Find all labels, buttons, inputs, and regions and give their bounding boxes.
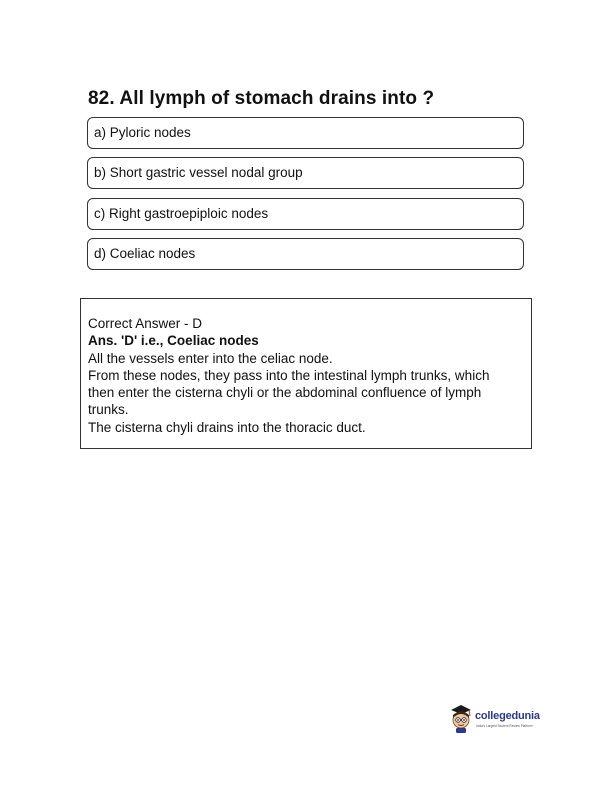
correct-answer-line: Correct Answer - D xyxy=(88,316,203,331)
question-title: 82. All lymph of stomach drains into ? xyxy=(88,88,435,109)
explanation-line: The cisterna chyli drains into the thoracic duct. xyxy=(88,419,366,435)
answer-heading: Ans. 'D' i.e., Coeliac nodes xyxy=(88,333,259,349)
collegedunia-logo xyxy=(448,704,548,736)
option-b[interactable]: b) Short gastric vessel nodal group xyxy=(87,157,524,189)
explanation-line: From these nodes, they pass into the intestinal lymph trunks, which xyxy=(88,367,490,383)
explanation-line: then enter the cisterna chyli or the abdominal confluence of lymph xyxy=(88,385,482,401)
explanation-line: trunks. xyxy=(88,402,129,418)
option-a[interactable]: a) Pyloric nodes xyxy=(87,117,524,149)
option-d[interactable]: d) Coeliac nodes xyxy=(87,238,524,270)
option-c[interactable]: c) Right gastroepiploic nodes xyxy=(87,198,524,230)
logo-tagline: India's Largest Student Review Platform xyxy=(476,724,533,728)
mascot-icon xyxy=(448,704,474,734)
logo-name: collegedunia xyxy=(475,710,540,722)
answer-box xyxy=(80,298,532,449)
explanation-line: All the vessels enter into the celiac node. xyxy=(88,350,333,366)
